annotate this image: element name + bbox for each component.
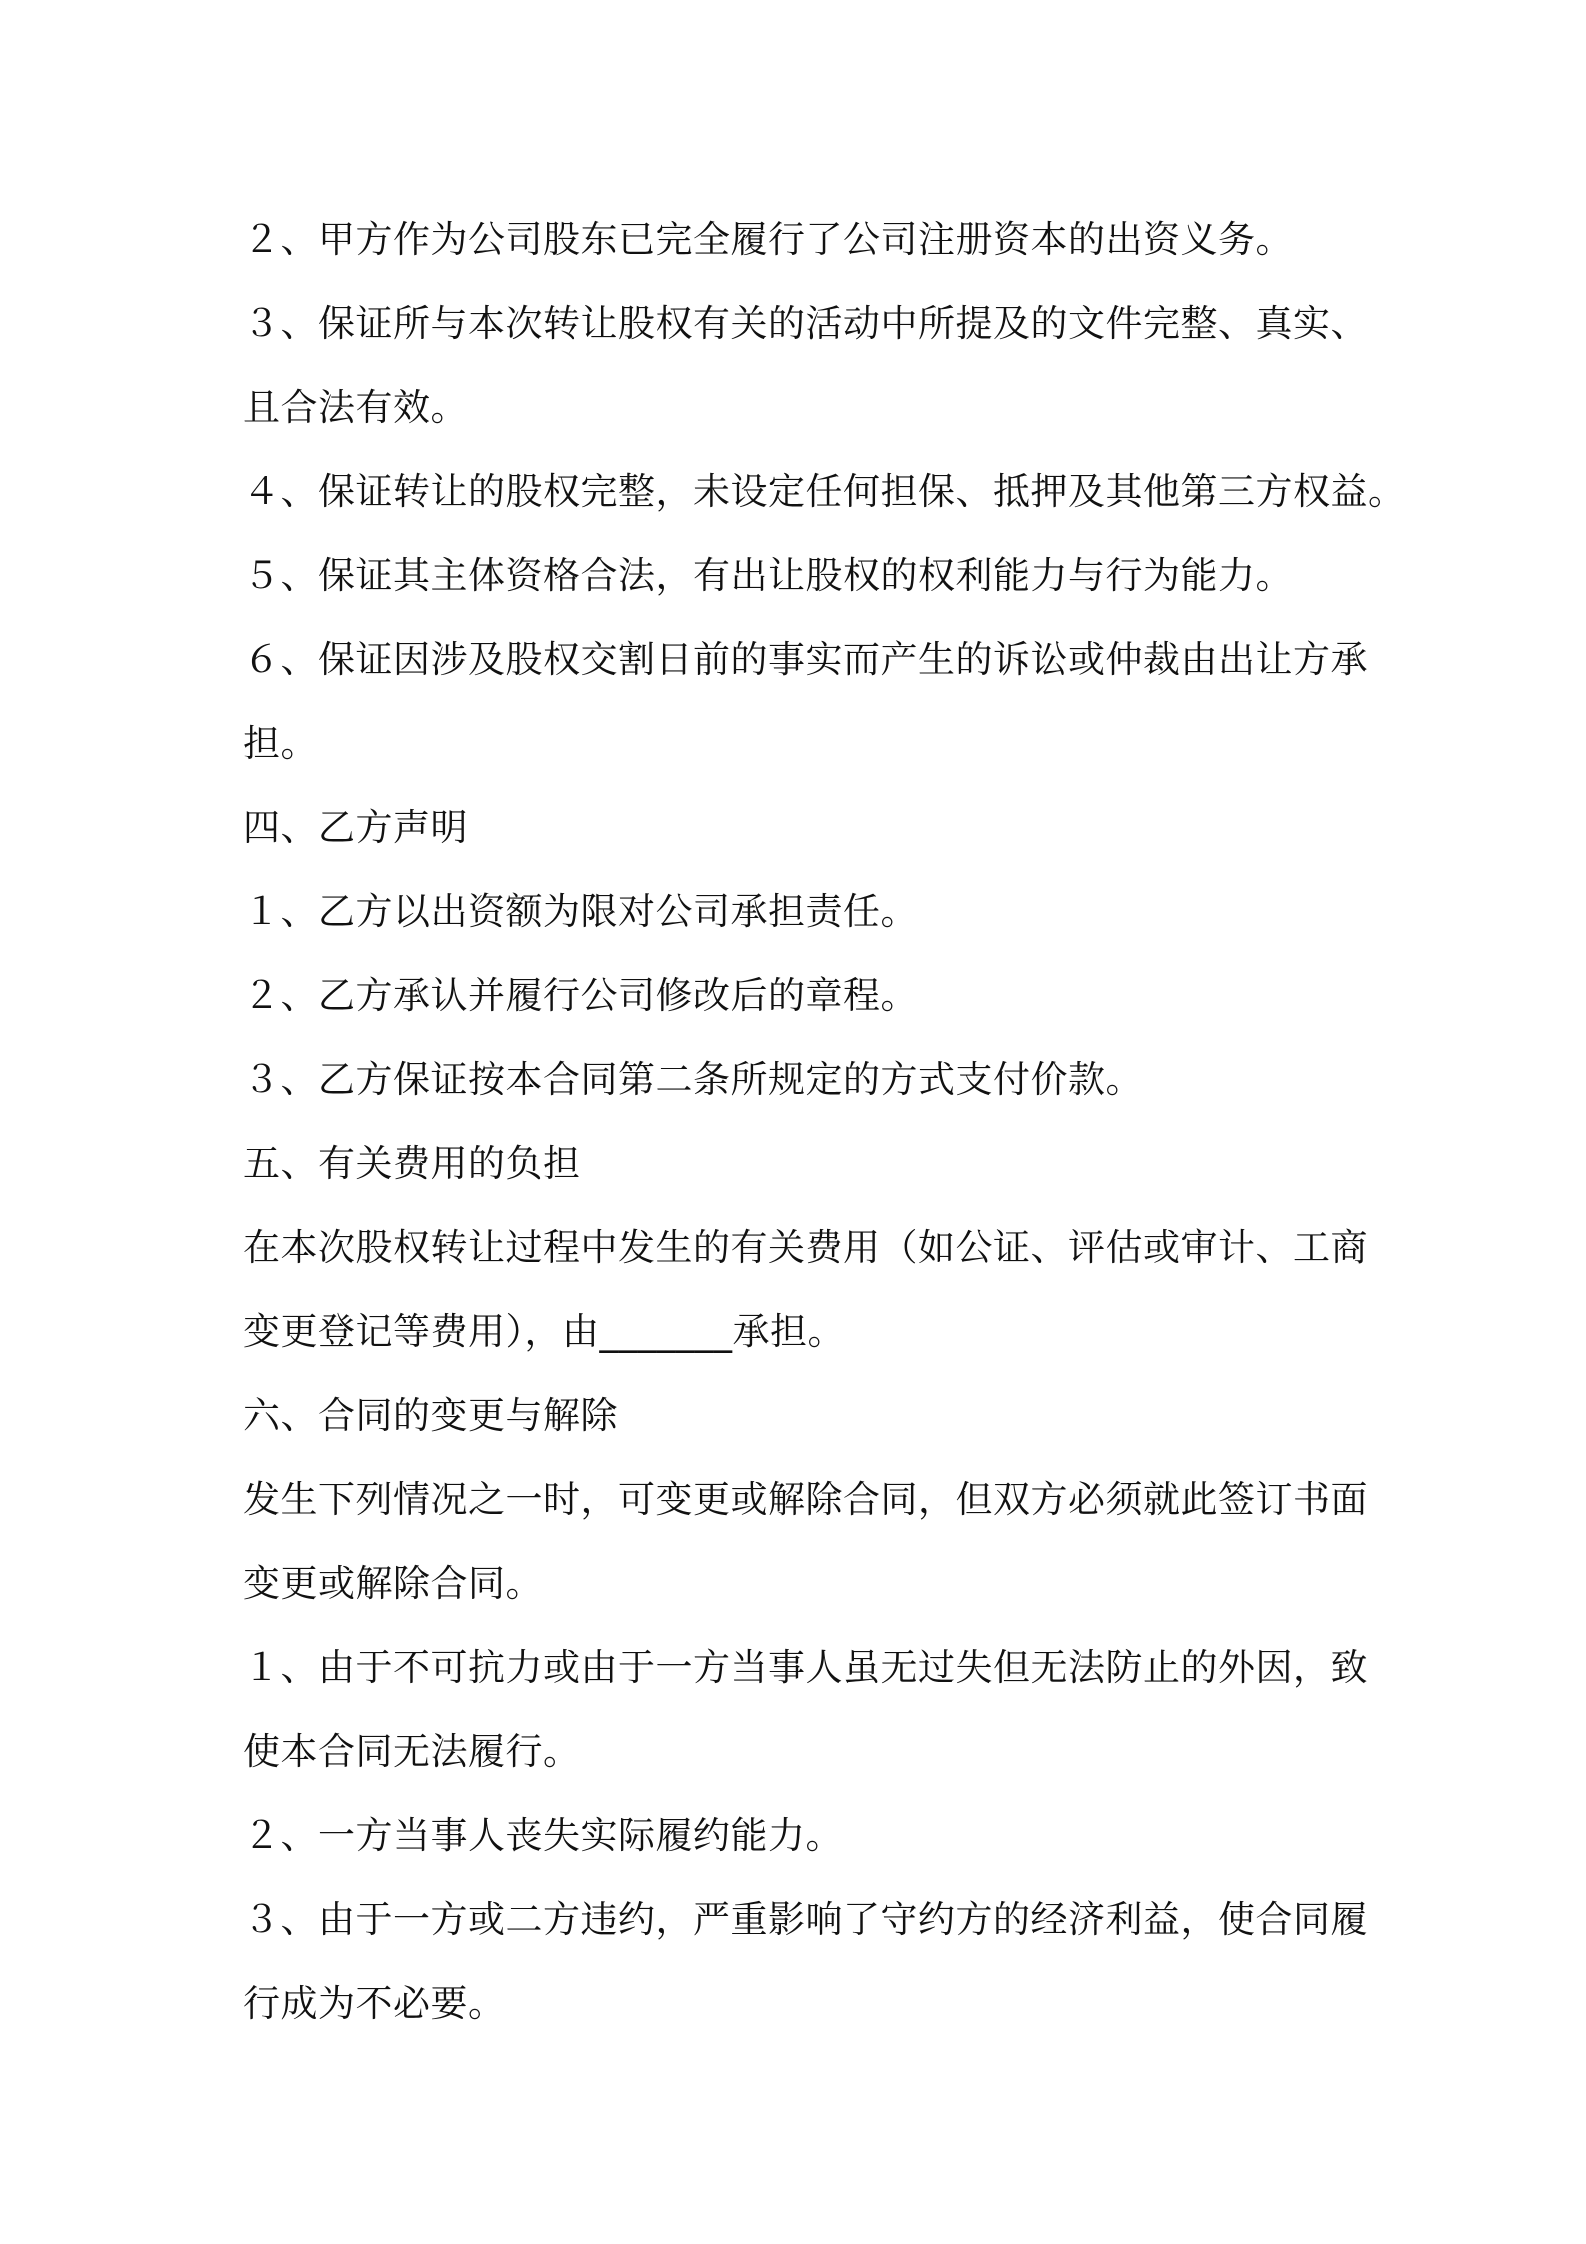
- text-line: 发生下列情况之一时，可变更或解除合同，但双方必须就此签订书面: [243, 1478, 1368, 1521]
- text-line: 变更或解除合同。: [243, 1562, 543, 1605]
- text-line: 担。: [243, 722, 318, 765]
- text-line: 且合法有效。: [243, 386, 468, 429]
- text-line: ２、甲方作为公司股东已完全履行了公司注册资本的出资义务。: [243, 218, 1293, 261]
- section-heading: 五、有关费用的负担: [243, 1142, 581, 1185]
- text-line: ３、保证所与本次转让股权有关的活动中所提及的文件完整、真实、: [243, 302, 1368, 345]
- text-line: ４、保证转让的股权完整，未设定任何担保、抵押及其他第三方权益。: [243, 470, 1406, 513]
- text-line: ５、保证其主体资格合法，有出让股权的权利能力与行为能力。: [243, 554, 1293, 597]
- text-line: ２、乙方承认并履行公司修改后的章程。: [243, 974, 918, 1017]
- text-line: 使本合同无法履行。: [243, 1730, 581, 1773]
- text-line: 变更登记等费用），由_______承担。: [243, 1310, 845, 1353]
- text-line: ３、由于一方或二方违约，严重影响了守约方的经济利益，使合同履: [243, 1898, 1368, 1941]
- text-line: 行成为不必要。: [243, 1982, 506, 2025]
- text-line: 在本次股权转让过程中发生的有关费用（如公证、评估或审计、工商: [243, 1226, 1368, 1269]
- section-heading: 四、乙方声明: [243, 806, 468, 849]
- text-line: １、由于不可抗力或由于一方当事人虽无过失但无法防止的外因，致: [243, 1646, 1368, 1689]
- section-heading: 六、合同的变更与解除: [243, 1394, 618, 1437]
- text-line: ２、一方当事人丧失实际履约能力。: [243, 1814, 843, 1857]
- text-line: １、乙方以出资额为限对公司承担责任。: [243, 890, 918, 933]
- text-line: ３、乙方保证按本合同第二条所规定的方式支付价款。: [243, 1058, 1143, 1101]
- text-line: ６、保证因涉及股权交割日前的事实而产生的诉讼或仲裁由出让方承: [243, 638, 1368, 681]
- document-body: [243, 198, 1406, 2046]
